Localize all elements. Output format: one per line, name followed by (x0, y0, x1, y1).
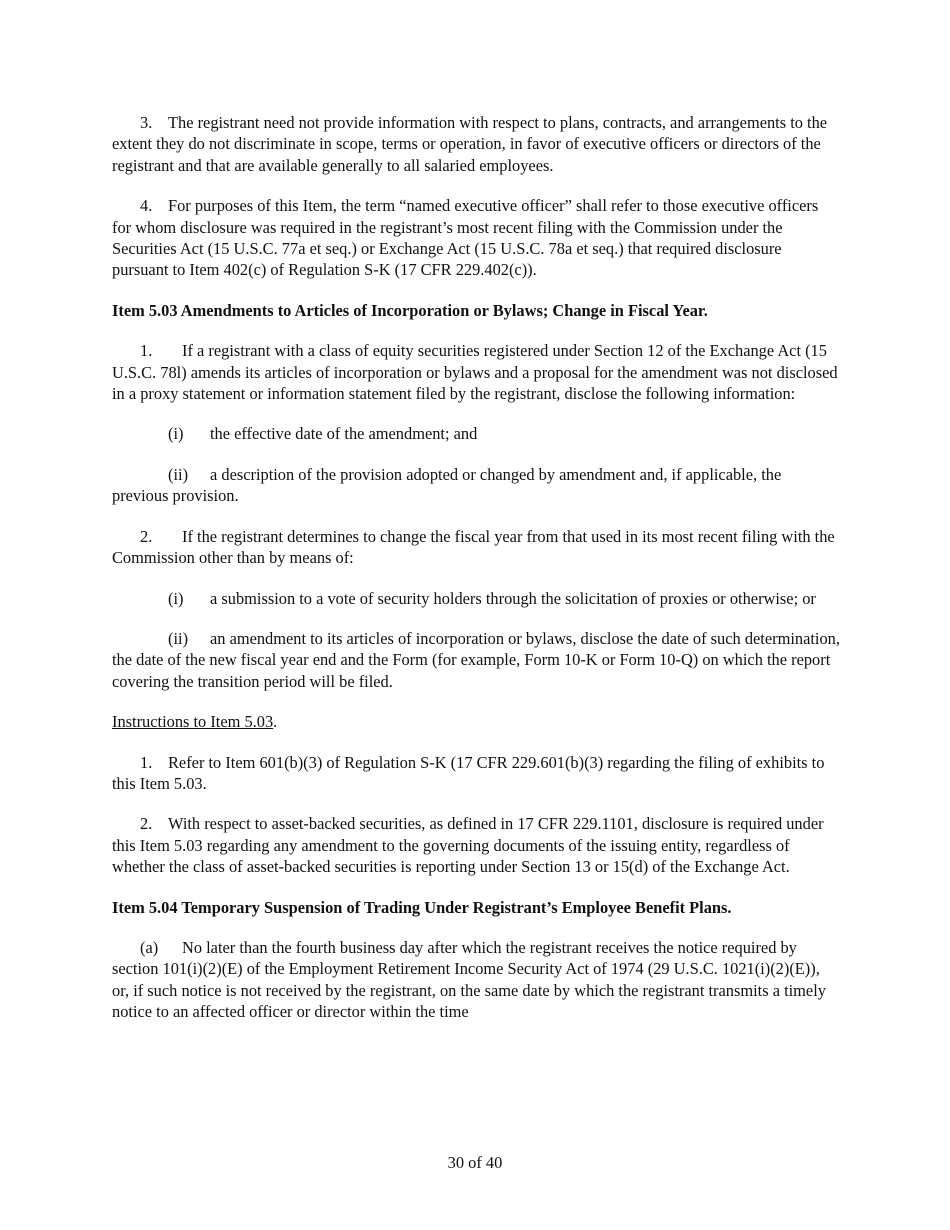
paragraph-text: With respect to asset-backed securities, as defined in 17 CFR 229.1101, disclosure is required under this Item 5.03 regarding any amendment to the governing documents of the issuing entity, regardless of whether the class of asset-backed securities is reporting under Section 13 or 15(d) of the Exchange Act. (112, 814, 824, 877)
paragraph-item504-a (112, 937, 840, 1023)
paragraph-item502-4 (112, 195, 840, 281)
paragraph-text: If the registrant determines to change the fiscal year from that used in its most recent filing with the Commission other than by means of: (112, 526, 835, 568)
instructions-title (112, 711, 840, 732)
paragraph-number: (ii) (168, 464, 189, 484)
paragraph-text: The registrant need not provide information with respect to plans, contracts, and arrangements to the extent they do not discriminate in scope, terms or operation, in favor of executive officers or directors of the registrant and that are available generally to all salaried employees. (112, 113, 828, 175)
paragraph-item503-1 (112, 340, 840, 404)
paragraph-item503-2 (112, 526, 840, 569)
paragraph-text: For purposes of this Item, the term “named executive officer” shall refer to those executive officers for whom disclosure was required in the registrant’s most recent filing with the Commission under the Securities Act (15 U.S.C. 77a et seq.) or Exchange Act (15 U.S.C. 78a et seq.) that required disclosure pursuant to Item 402(c) of Regulation S-K (17 CFR 229.402(c)). (112, 196, 819, 280)
instructions-title-text: Instructions to Item 5.03 (112, 712, 274, 732)
page-body (112, 112, 840, 1042)
subparagraph-item503-1-ii (112, 464, 840, 507)
paragraph-number: 1. (140, 752, 153, 772)
paragraph-text: No later than the fourth business day after which the registrant receives the notice required by section 101(i)(2)(E) of the Employment Retirement Income Security Act of 1974 (29 U.S.C. 1021(i)(2)(E)), or, if such notice is not received by the registrant, on the same date by which the registrant transmits a timely notice to an affected officer or director within the time (112, 937, 826, 1022)
subparagraph-item503-1-i (112, 423, 840, 444)
paragraph-number: (i) (168, 588, 184, 608)
paragraph-number: 2. (140, 814, 153, 834)
paragraph-number: 4. (140, 196, 153, 216)
paragraph-item502-3 (112, 112, 840, 176)
paragraph-text: If a registrant with a class of equity securities registered under Section 12 of the Exchange Act (15 U.S.C. 78l) amends its articles of incorporation or bylaws and a proposal for the amendment was not disclosed in a proxy statement or information statement filed by the registrant, disclose the following information: (112, 341, 838, 404)
paragraph-number: 3. (140, 113, 153, 132)
paragraph-text: a submission to a vote of security holders through the solicitation of proxies or otherwise; or (210, 588, 816, 608)
instructions-title-period: . (273, 712, 278, 732)
paragraph-text: the effective date of the amendment; and (210, 424, 478, 444)
item-5-04-heading: Item 5.04 Temporary Suspension of Trading Under Registrant’s Employee Benefit Plans. (112, 897, 732, 917)
item-5-03-heading: Item 5.03 Amendments to Articles of Incorporation or Bylaws; Change in Fiscal Year. (112, 300, 708, 320)
paragraph-number: 1. (140, 341, 153, 361)
paragraph-number: 2. (140, 526, 153, 546)
paragraph-number: (i) (168, 424, 184, 444)
paragraph-text: a description of the provision adopted or changed by amendment and, if applicable, the previous provision. (112, 464, 782, 506)
paragraph-text: an amendment to its articles of incorporation or bylaws, disclose the date of such determination, the date of the new fiscal year end and the Form (for example, Form 10-K or Form 10-Q) on which the report covering the transition period will be filed. (112, 628, 840, 691)
subparagraph-item503-2-ii (112, 628, 840, 692)
paragraph-number: (ii) (168, 628, 189, 648)
paragraph-text: Refer to Item 601(b)(3) of Regulation S-K (17 CFR 229.601(b)(3) regarding the filing of exhibits to this Item 5.03. (112, 752, 825, 793)
paragraph-number: (a) (140, 937, 159, 957)
instruction-2 (112, 813, 840, 877)
subparagraph-item503-2-i (112, 588, 840, 609)
page-number: 30 of 40 (447, 1153, 503, 1172)
instruction-1 (112, 752, 840, 795)
